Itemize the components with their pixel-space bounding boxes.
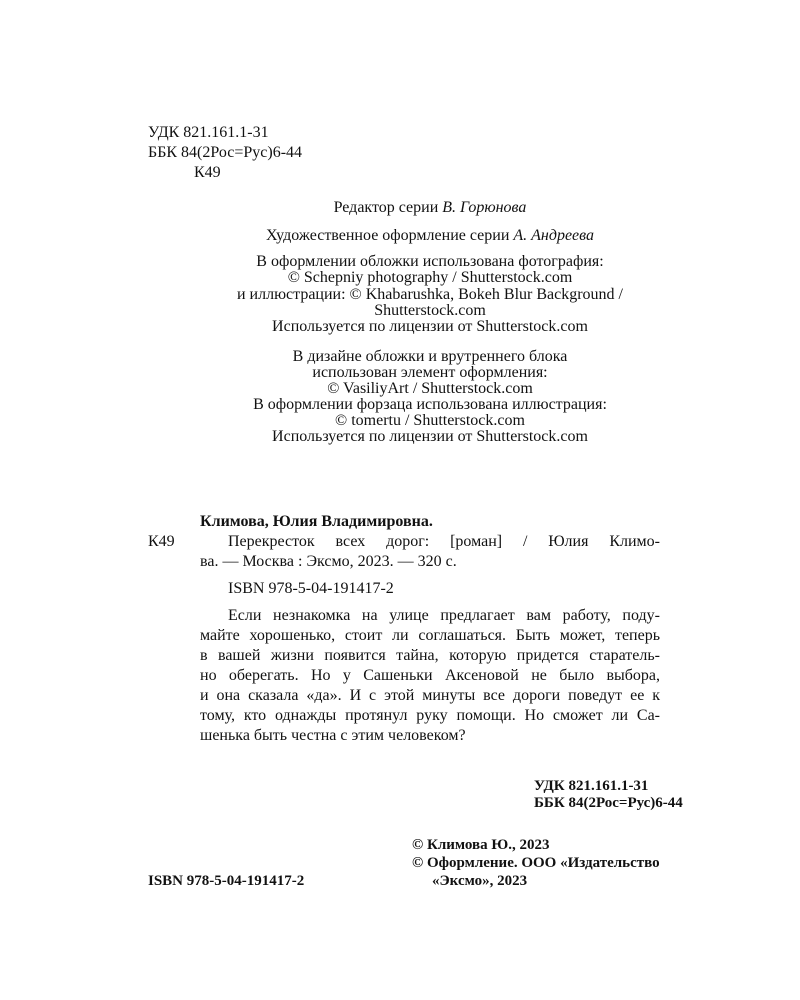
catalog-title: Перекресток всех дорог: [роман] / Юлия Климо- [228, 533, 660, 550]
credit-line: и иллюстрации: © Khabarushka, Bokeh Blur Background / [236, 286, 623, 303]
footer-isbn: ISBN 978-5-04-191417-2 [148, 873, 305, 889]
credit-line: В оформлении обложки использована фотография: [256, 253, 604, 270]
annotation-line: майте хорошенько, стоит ли соглашаться. Быть может, теперь [200, 627, 660, 644]
editor-label: Редактор серии [333, 199, 439, 216]
credit-line: © Schepniy photography / Shutterstock.com [287, 269, 573, 286]
footer-bbk: ББК 84(2Рос=Рус)6-44 [534, 795, 683, 811]
author-mark: К49 [194, 164, 221, 181]
credit-line: Используется по лицензии от Shutterstock.com [272, 318, 588, 335]
copyright-design-cont: «Эксмо», 2023 [432, 873, 528, 889]
annotation-line: в вашей жизни появится тайна, которую придется старатель- [200, 647, 660, 664]
catalog-isbn: ISBN 978-5-04-191417-2 [228, 580, 394, 597]
series-design [200, 227, 660, 245]
footer-udk: УДК 821.161.1-31 [534, 778, 649, 794]
copyright-author: © Климова Ю., 2023 [412, 837, 550, 853]
credit-line: © VasiliyArt / Shutterstock.com [327, 380, 533, 397]
design-name: А. Андреева [513, 227, 594, 244]
annotation-line: шенька быть честна с этим человеком? [200, 727, 466, 744]
catalog-author: Климова, Юлия Владимировна. [200, 513, 433, 530]
catalog-mark: К49 [148, 533, 175, 550]
annotation-line: и она сказала «да». И с этой минуты все дороги поведут ее к [200, 687, 660, 704]
design-label: Художественное оформление серии [265, 227, 510, 244]
credit-line: использован элемент оформления: [312, 364, 548, 381]
annotation-line: но оберегать. Но у Сашеньки Аксеновой не было выбора, [200, 667, 660, 684]
series-editor [200, 199, 660, 217]
credit-line: Shutterstock.com [374, 302, 486, 319]
credit-line: Используется по лицензии от Shutterstock.com [272, 428, 588, 445]
credit-line: В оформлении форзаца использована иллюстрация: [253, 396, 607, 413]
credit-line: В дизайне обложки и врутреннего блока [292, 348, 568, 365]
bbk-code: ББК 84(2Рос=Рус)6-44 [148, 144, 303, 161]
credit-line: © tomertu / Shutterstock.com [335, 412, 525, 429]
annotation-line: Если незнакомка на улице предлагает вам работу, поду- [228, 607, 660, 624]
annotation-line: тому, кто однажды протянул руку помощи. Но сможет ли Са- [200, 707, 660, 724]
udk-code: УДК 821.161.1-31 [148, 124, 269, 141]
editor-name: В. Горюнова [442, 199, 527, 216]
copyright-design: © Оформление. ООО «Издательство [412, 855, 660, 871]
catalog-publication: ва. — Москва : Эксмо, 2023. — 320 с. [200, 553, 457, 570]
